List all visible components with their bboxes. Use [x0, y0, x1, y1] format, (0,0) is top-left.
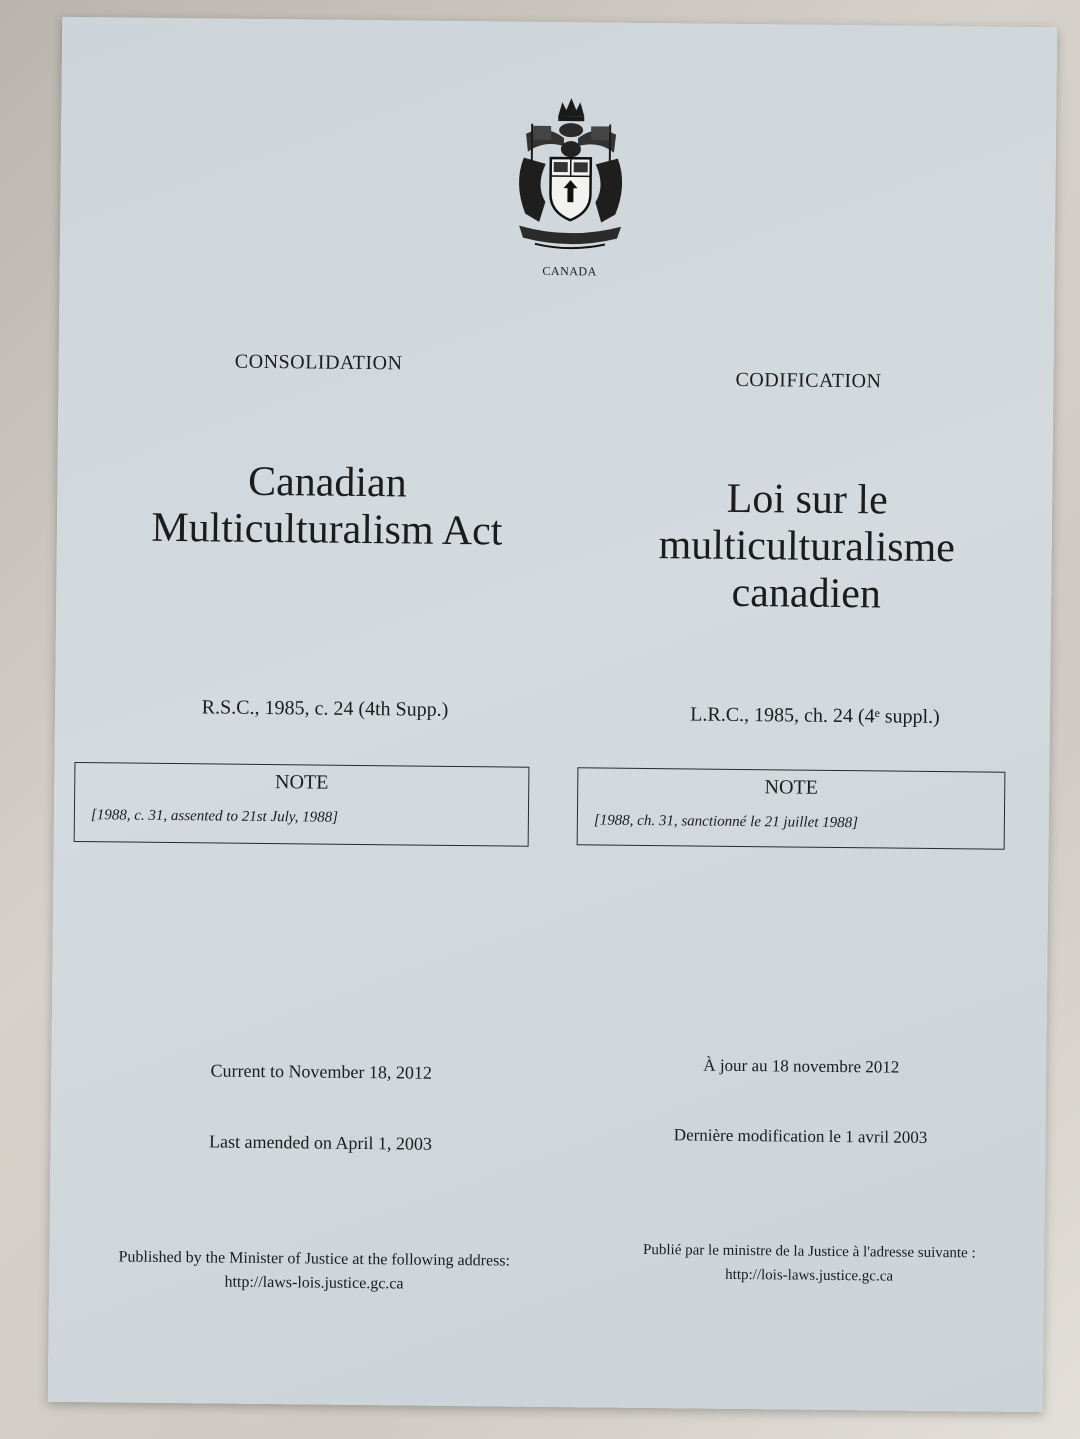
french-citation: L.R.C., 1985, ch. 24 (4ᵉ suppl.) [690, 703, 940, 729]
english-citation: R.S.C., 1985, c. 24 (4th Supp.) [201, 696, 449, 721]
french-last-amended: Dernière modification le 1 avril 2003 [673, 1125, 928, 1147]
french-current-to: À jour au 18 novembre 2012 [703, 1055, 900, 1077]
document-page [48, 17, 1057, 1412]
french-note-box [577, 767, 1006, 849]
english-last-amended: Last amended on April 1, 2003 [208, 1131, 433, 1154]
english-title-line-2: Multiculturalism Act [151, 504, 503, 555]
english-note-box [74, 762, 530, 847]
french-publisher [589, 1237, 1029, 1290]
english-url: http://laws-lois.justice.gc.ca [224, 1273, 404, 1293]
english-note-title: NOTE [274, 771, 329, 794]
english-published-by: Published by the Minister of Justice at the following address: [118, 1248, 511, 1270]
french-published-by: Publié par le ministre de la Justice à l'adresse suivante : [643, 1241, 976, 1262]
french-title-line-1: Loi sur le [726, 475, 888, 524]
french-url: http://lois-laws.justice.gc.ca [725, 1266, 894, 1285]
french-note-title: NOTE [764, 776, 819, 799]
french-title [576, 474, 1037, 620]
english-note-text: [1988, c. 31, assented to 21st July, 1988] [90, 807, 339, 826]
coat-of-arms-icon [505, 93, 637, 254]
french-title-line-3: canadien [731, 569, 882, 618]
english-current-to: Current to November 18, 2012 [210, 1060, 433, 1083]
french-title-line-2: multiculturalisme [658, 522, 956, 572]
english-publisher [64, 1245, 564, 1298]
english-title [97, 457, 558, 556]
consolidation-label: CONSOLIDATION [234, 350, 403, 375]
english-title-line-1: Canadian [247, 458, 407, 507]
country-label: CANADA [542, 263, 597, 279]
codification-label: CODIFICATION [735, 368, 882, 393]
french-note-text: [1988, ch. 31, sanctionné le 21 juillet 1988] [593, 812, 859, 832]
